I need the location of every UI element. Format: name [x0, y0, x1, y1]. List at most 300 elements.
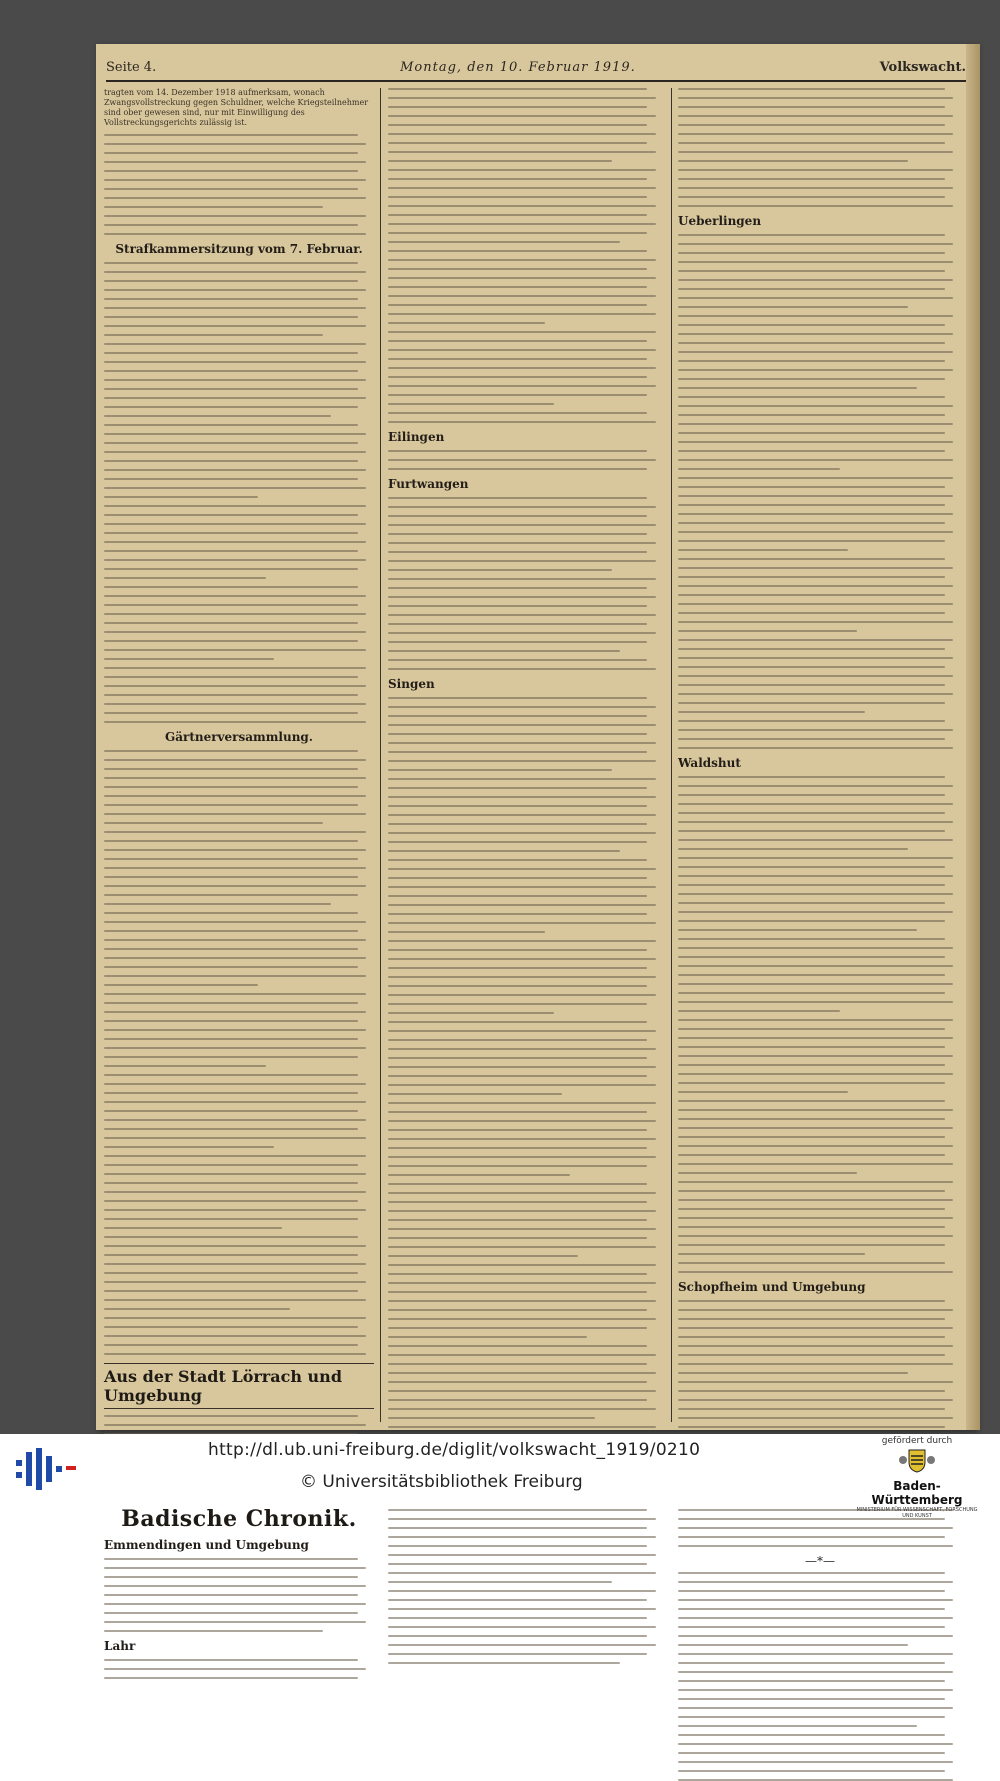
- text-line: [678, 88, 945, 90]
- text-line: [678, 983, 953, 985]
- text-line: [678, 974, 945, 976]
- text-line: [388, 850, 620, 852]
- text-line: [104, 1335, 366, 1337]
- text-line: [388, 1057, 647, 1059]
- text-line: [678, 1082, 945, 1084]
- text-block: [104, 262, 374, 723]
- text-line: [104, 1029, 366, 1031]
- text-line: [104, 1083, 366, 1085]
- text-line: [388, 97, 656, 99]
- text-line: [678, 1417, 953, 1419]
- text-line: [388, 506, 656, 508]
- text-line: [678, 169, 953, 171]
- text-line: [678, 1381, 953, 1383]
- text-line: [388, 1408, 656, 1410]
- text-line: [678, 396, 945, 398]
- text-line: [678, 1354, 945, 1356]
- article-heading: Singen: [388, 677, 435, 691]
- text-line: [388, 1246, 656, 1248]
- text-line: [678, 812, 945, 814]
- text-line: [104, 262, 358, 264]
- text-line: [104, 768, 358, 770]
- text-line: [388, 515, 647, 517]
- text-line: [678, 1190, 945, 1192]
- text-line: [388, 623, 647, 625]
- text-line: [678, 270, 945, 272]
- text-line: [104, 613, 366, 615]
- text-line: [388, 760, 656, 762]
- text-line: [678, 342, 945, 344]
- text-line: [678, 893, 953, 895]
- text-line: [678, 711, 865, 713]
- text-line: [104, 1200, 358, 1202]
- text-line: [104, 161, 366, 163]
- text-line: [104, 1227, 282, 1229]
- text-line: [678, 1662, 945, 1664]
- text-line: [678, 648, 945, 650]
- text-line: [678, 252, 945, 254]
- text-line: [388, 985, 647, 987]
- text-line: [678, 1725, 917, 1727]
- text-line: [104, 1281, 366, 1283]
- text-line: [388, 1426, 656, 1428]
- text-line: [678, 630, 857, 632]
- text-line: [388, 605, 647, 607]
- text-line: [388, 1237, 647, 1239]
- text-line: [104, 134, 358, 136]
- article-heading: Lahr: [104, 1639, 136, 1653]
- text-line: [104, 1209, 366, 1211]
- text-line: [678, 657, 953, 659]
- text-line: [388, 733, 647, 735]
- text-line: [678, 387, 917, 389]
- text-line: [388, 349, 656, 351]
- text-line: [388, 1174, 570, 1176]
- text-line: [678, 920, 945, 922]
- text-line: [678, 1372, 908, 1374]
- text-block: [388, 697, 664, 1482]
- text-line: [104, 541, 366, 543]
- text-line: [388, 922, 656, 924]
- text-line: [678, 1109, 953, 1111]
- text-line: [104, 586, 358, 588]
- text-line: [104, 921, 366, 923]
- article-heading: Furtwangen: [388, 477, 469, 491]
- text-line: [104, 170, 358, 172]
- text-line: [104, 397, 366, 399]
- text-line: [678, 1707, 953, 1709]
- text-line: [388, 958, 656, 960]
- text-line: [388, 1399, 647, 1401]
- text-line: [104, 1092, 358, 1094]
- text-line: [388, 1201, 647, 1203]
- text-line: [678, 106, 945, 108]
- text-line: [388, 214, 647, 216]
- text-line: [678, 938, 945, 940]
- text-line: [104, 1110, 358, 1112]
- text-line: [678, 1163, 953, 1165]
- text-line: [678, 857, 953, 859]
- text-line: [388, 1554, 656, 1556]
- text-line: [104, 1630, 323, 1632]
- text-line: [104, 1621, 366, 1623]
- text-line: [104, 424, 358, 426]
- text-line: [388, 796, 656, 798]
- text-line: [678, 911, 953, 913]
- text-line: [388, 1210, 656, 1212]
- text-line: [104, 1668, 366, 1670]
- text-line: [678, 1572, 945, 1574]
- text-line: [104, 550, 358, 552]
- text-line: [678, 288, 945, 290]
- article-heading: Eilingen: [388, 430, 445, 444]
- text-line: [678, 1091, 848, 1093]
- text-line: [678, 477, 953, 479]
- text-line: [104, 316, 358, 318]
- text-line: [388, 331, 656, 333]
- text-line: [388, 823, 647, 825]
- text-line: [388, 632, 656, 634]
- text-line: [678, 866, 945, 868]
- text-line: [104, 478, 358, 480]
- text-line: [388, 832, 656, 834]
- text-block: [678, 88, 962, 207]
- text-line: [388, 1273, 647, 1275]
- text-line: [678, 1716, 945, 1718]
- text-line: [678, 1734, 945, 1736]
- text-line: [678, 1172, 857, 1174]
- text-line: [388, 459, 656, 461]
- text-line: [388, 178, 647, 180]
- text-line: [678, 1271, 953, 1273]
- text-line: [678, 1046, 945, 1048]
- text-line: [104, 649, 366, 651]
- text-line: [388, 994, 656, 996]
- text-line: [104, 1065, 266, 1067]
- text-line: [104, 1011, 366, 1013]
- text-line: [104, 759, 366, 761]
- text-line: [678, 187, 953, 189]
- text-line: [678, 839, 953, 841]
- text-line: [678, 279, 953, 281]
- text-line: [388, 769, 612, 771]
- text-line: [104, 307, 366, 309]
- text-line: [104, 1659, 358, 1661]
- text-line: [678, 1181, 953, 1183]
- text-line: [104, 631, 366, 633]
- text-line: [388, 1662, 620, 1664]
- text-line: [388, 1336, 587, 1338]
- text-line: [104, 831, 366, 833]
- text-line: [388, 1264, 656, 1266]
- text-line: [678, 1527, 953, 1529]
- text-line: [678, 1599, 953, 1601]
- article-text: tragten vom 14. Dezember 1918 aufmerksam, wonach Zwangsvollstreckung gegen Schuldner, welche Kriegsteilnehmer sind ober gewesen sind, nur mit Einwilligung des Vollstreckungsgerichts zulässig ist.: [104, 88, 369, 127]
- text-line: [678, 785, 953, 787]
- text-line: [104, 885, 366, 887]
- text-line: [104, 271, 366, 273]
- text-line: [678, 97, 953, 99]
- copyright-notice: © Universitätsbibliothek Freiburg: [300, 1472, 583, 1492]
- text-line: [678, 1217, 953, 1219]
- text-line: [388, 1075, 647, 1077]
- permalink-url[interactable]: http://dl.ub.uni-freiburg.de/diglit/volkswacht_1919/0210: [208, 1440, 701, 1460]
- text-line: [104, 1020, 358, 1022]
- text-line: [678, 1698, 945, 1700]
- text-line: [678, 369, 953, 371]
- text-line: [104, 1415, 358, 1417]
- text-line: [388, 1129, 647, 1131]
- text-line: [678, 142, 945, 144]
- text-line: [678, 1327, 953, 1329]
- text-line: [678, 1136, 945, 1138]
- text-block: [388, 497, 664, 670]
- text-line: [388, 1309, 647, 1311]
- text-line: [388, 340, 647, 342]
- text-line: [104, 1603, 366, 1605]
- text-line: [678, 178, 945, 180]
- text-line: [388, 641, 647, 643]
- text-line: [678, 612, 945, 614]
- text-line: [678, 1608, 945, 1610]
- text-line: [388, 1318, 656, 1320]
- text-line: [388, 1372, 656, 1374]
- text-block: [678, 776, 962, 1273]
- newspaper-name: Volkswacht.: [879, 59, 966, 75]
- text-line: [678, 459, 953, 461]
- section-heading-large: Badische Chronik.: [121, 1506, 357, 1532]
- text-line: [388, 1417, 595, 1419]
- section-heading: Aus der Stadt Lörrach und Umgebung: [104, 1363, 374, 1409]
- text-line: [104, 433, 366, 435]
- text-line: [388, 1183, 647, 1185]
- sponsor-name: Baden-Württemberg: [871, 1479, 963, 1507]
- text-line: [388, 1048, 656, 1050]
- text-line: [104, 1677, 358, 1679]
- text-line: [388, 241, 620, 243]
- text-line: [678, 1300, 945, 1302]
- text-line: [388, 1653, 647, 1655]
- text-line: [104, 1263, 366, 1265]
- text-line: [388, 169, 656, 171]
- text-line: [678, 666, 945, 668]
- text-line: [678, 1336, 945, 1338]
- text-line: [678, 1253, 865, 1255]
- text-line: [104, 1594, 358, 1596]
- text-line: [388, 367, 656, 369]
- sponsor-ministry: MINISTERIUM FÜR WISSENSCHAFT, FORSCHUNG UND KUNST: [856, 1507, 978, 1519]
- text-line: [678, 603, 953, 605]
- text-line: [678, 639, 953, 641]
- text-line: [104, 188, 358, 190]
- text-line: [678, 1590, 945, 1592]
- text-line: [678, 567, 953, 569]
- text-line: [104, 532, 358, 534]
- text-line: [388, 497, 647, 499]
- text-line: [388, 976, 656, 978]
- text-line: [104, 1155, 366, 1157]
- text-line: [104, 577, 266, 579]
- text-line: [388, 160, 612, 162]
- text-line: [678, 243, 953, 245]
- text-line: [388, 1381, 647, 1383]
- text-line: [678, 585, 953, 587]
- text-line: [388, 841, 647, 843]
- text-line: [678, 1743, 953, 1745]
- text-line: [104, 370, 358, 372]
- text-line: [678, 794, 945, 796]
- text-line: [104, 1585, 366, 1587]
- text-line: [388, 1291, 647, 1293]
- text-line: [104, 948, 358, 950]
- text-line: [104, 685, 366, 687]
- text-line: [388, 1192, 656, 1194]
- text-line: [388, 1039, 647, 1041]
- text-line: [678, 947, 953, 949]
- column-rule: [380, 88, 381, 1422]
- text-line: [388, 542, 656, 544]
- text-line: [678, 450, 945, 452]
- text-line: [104, 1119, 366, 1121]
- page-header: [106, 54, 966, 82]
- text-line: [388, 1536, 656, 1538]
- text-line: [388, 124, 647, 126]
- text-line: [678, 693, 953, 695]
- text-line: [388, 1527, 647, 1529]
- text-line: [104, 1002, 358, 1004]
- page-number: Seite 4.: [106, 59, 157, 75]
- text-line: [388, 1003, 647, 1005]
- text-line: [104, 289, 366, 291]
- text-line: [104, 993, 366, 995]
- text-line: [388, 1572, 656, 1574]
- text-line: [388, 142, 647, 144]
- text-line: [388, 1138, 656, 1140]
- text-line: [104, 1245, 366, 1247]
- text-line: [388, 578, 656, 580]
- text-line: [388, 1345, 647, 1347]
- text-line: [678, 468, 840, 470]
- text-line: [388, 706, 656, 708]
- text-line: [388, 1012, 554, 1014]
- text-line: [388, 596, 656, 598]
- text-line: [104, 1164, 358, 1166]
- text-line: [388, 560, 656, 562]
- text-line: [388, 931, 545, 933]
- text-line: [104, 750, 358, 752]
- text-line: [388, 949, 647, 951]
- text-line: [388, 277, 656, 279]
- column-1: [104, 88, 374, 1653]
- text-block: [388, 88, 664, 423]
- text-line: [104, 1612, 358, 1614]
- text-line: [104, 334, 323, 336]
- text-line: [678, 747, 953, 749]
- text-line: [678, 495, 953, 497]
- text-line: [678, 1037, 953, 1039]
- text-line: [678, 1318, 945, 1320]
- text-line: [388, 778, 656, 780]
- text-line: [678, 675, 953, 677]
- text-line: [388, 1147, 647, 1149]
- text-line: [104, 1056, 358, 1058]
- text-line: [678, 522, 945, 524]
- text-line: [678, 821, 953, 823]
- text-line: [388, 967, 647, 969]
- text-line: [388, 524, 656, 526]
- text-line: [678, 803, 953, 805]
- text-line: [104, 451, 366, 453]
- text-line: [104, 849, 366, 851]
- text-line: [678, 1145, 953, 1147]
- text-line: [678, 902, 945, 904]
- text-line: [678, 1635, 953, 1637]
- text-line: [678, 124, 945, 126]
- text-line: [388, 1156, 656, 1158]
- text-line: [678, 1100, 945, 1102]
- text-line: [388, 421, 656, 423]
- text-line: [104, 559, 366, 561]
- text-line: [104, 813, 366, 815]
- text-line: [388, 1165, 647, 1167]
- text-line: [104, 415, 331, 417]
- text-line: [388, 886, 656, 888]
- text-line: [678, 1680, 945, 1682]
- text-line: [388, 115, 656, 117]
- separator: —*—: [805, 1554, 835, 1568]
- text-line: [388, 1509, 647, 1511]
- text-line: [104, 1254, 358, 1256]
- text-line: [104, 1353, 366, 1355]
- text-line: [104, 640, 358, 642]
- text-line: [388, 1617, 647, 1619]
- text-line: [678, 1536, 945, 1538]
- text-line: [678, 205, 953, 207]
- text-line: [678, 576, 945, 578]
- text-line: [388, 751, 647, 753]
- text-line: [104, 1101, 366, 1103]
- text-line: [678, 115, 953, 117]
- sponsor-block: [852, 1436, 982, 1519]
- text-line: [104, 975, 366, 977]
- text-line: [678, 992, 945, 994]
- text-line: [388, 385, 656, 387]
- text-line: [388, 1093, 562, 1095]
- text-line: [678, 405, 953, 407]
- text-line: [388, 468, 647, 470]
- text-line: [388, 877, 647, 879]
- text-line: [388, 1599, 647, 1601]
- text-line: [104, 460, 358, 462]
- text-line: [678, 1390, 945, 1392]
- text-line: [104, 325, 366, 327]
- text-line: [678, 1028, 945, 1030]
- text-line: [388, 533, 647, 535]
- text-line: [388, 1282, 656, 1284]
- text-line: [104, 1567, 366, 1569]
- text-line: [678, 1653, 953, 1655]
- text-line: [104, 703, 366, 705]
- text-line: [104, 379, 366, 381]
- state-crest-icon: [897, 1448, 937, 1474]
- text-line: [678, 333, 953, 335]
- text-line: [388, 1518, 656, 1520]
- text-line: [678, 1309, 953, 1311]
- text-line: [388, 724, 656, 726]
- text-line: [388, 133, 656, 135]
- text-line: [388, 1219, 647, 1221]
- text-line: [678, 1752, 945, 1754]
